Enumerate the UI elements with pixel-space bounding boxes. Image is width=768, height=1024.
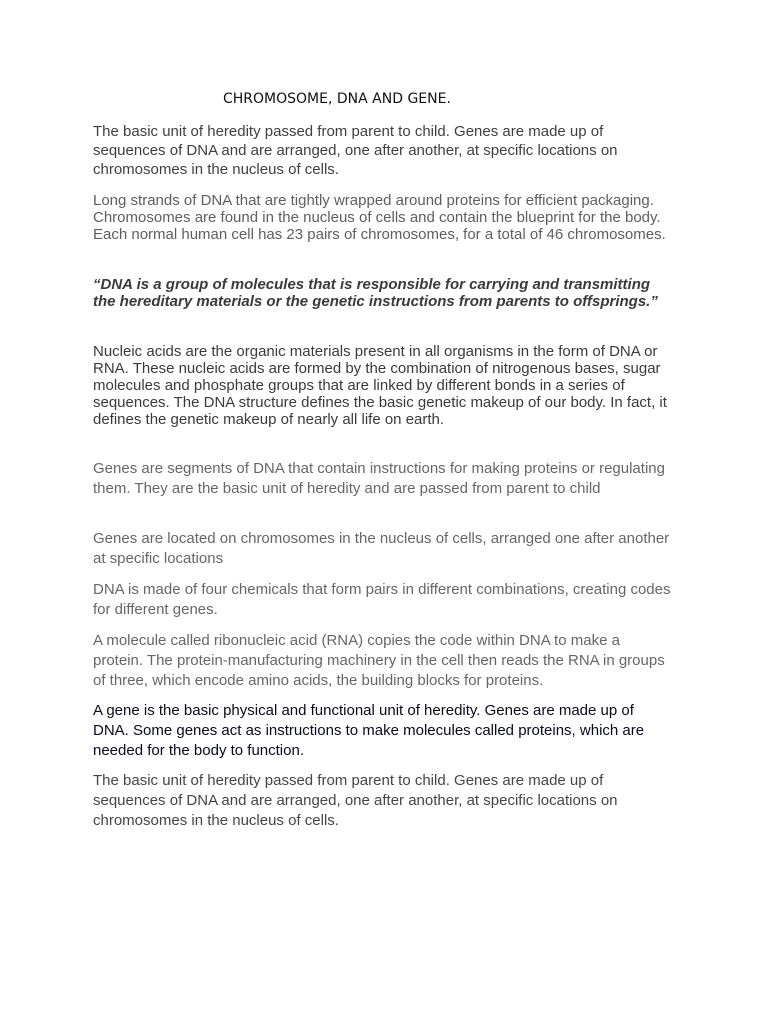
paragraph-nucleic-acids: Nucleic acids are the organic materials present in all organisms in the form of DNA or RNA. These nucleic acids are formed by the combination of nitrogenous bases, sugar molecules and phosphate groups that are linked by different bonds in a series of sequences. The DNA structure defines the basic genetic makeup of our body. In fact, it defines the genetic makeup of nearly all life on earth. <box>93 343 667 428</box>
paragraph-dna-chemicals: DNA is made of four chemicals that form pairs in different combinations, creating codes for different genes. <box>93 581 671 618</box>
paragraph-rna: A molecule called ribonucleic acid (RNA) copies the code within DNA to make a protein. The protein-manufacturing machinery in the cell then reads the RNA in groups of three, which encode amino acids, the building blocks for proteins. <box>93 632 665 689</box>
paragraph-gene-definition: The basic unit of heredity passed from parent to child. Genes are made up of sequences of DNA and are arranged, one after another, at specific locations on chromosomes in the nucleus of cells. <box>93 123 618 178</box>
paragraph-chromosome-definition: Long strands of DNA that are tightly wrapped around proteins for efficient packaging. Chromosomes are found in the nucleus of cells and contain the blueprint for the body. Each normal human cell has 23 pairs of chromosomes, for a total of 46 chromosomes. <box>93 192 666 243</box>
paragraph-heredity-repeat: The basic unit of heredity passed from parent to child. Genes are made up of sequences of DNA and are arranged, one after another, at specific locations on chromosomes in the nucleus of cells. <box>93 772 618 829</box>
paragraph-gene-unit: A gene is the basic physical and functional unit of heredity. Genes are made up of DNA. Some genes act as instructions to make molecules called proteins, which are needed for the body to function. <box>93 702 645 759</box>
document-title: CHROMOSOME, DNA AND GENE. <box>223 91 451 107</box>
paragraph-dna-quote: “DNA is a group of molecules that is responsible for carrying and transmitting the hereditary materials or the genetic instructions from parents to offsprings.” <box>93 276 658 310</box>
paragraph-gene-location: Genes are located on chromosomes in the nucleus of cells, arranged one after another at specific locations <box>93 530 670 567</box>
paragraph-gene-segments: Genes are segments of DNA that contain instructions for making proteins or regulating them. They are the basic unit of heredity and are passed from parent to child <box>93 460 665 497</box>
